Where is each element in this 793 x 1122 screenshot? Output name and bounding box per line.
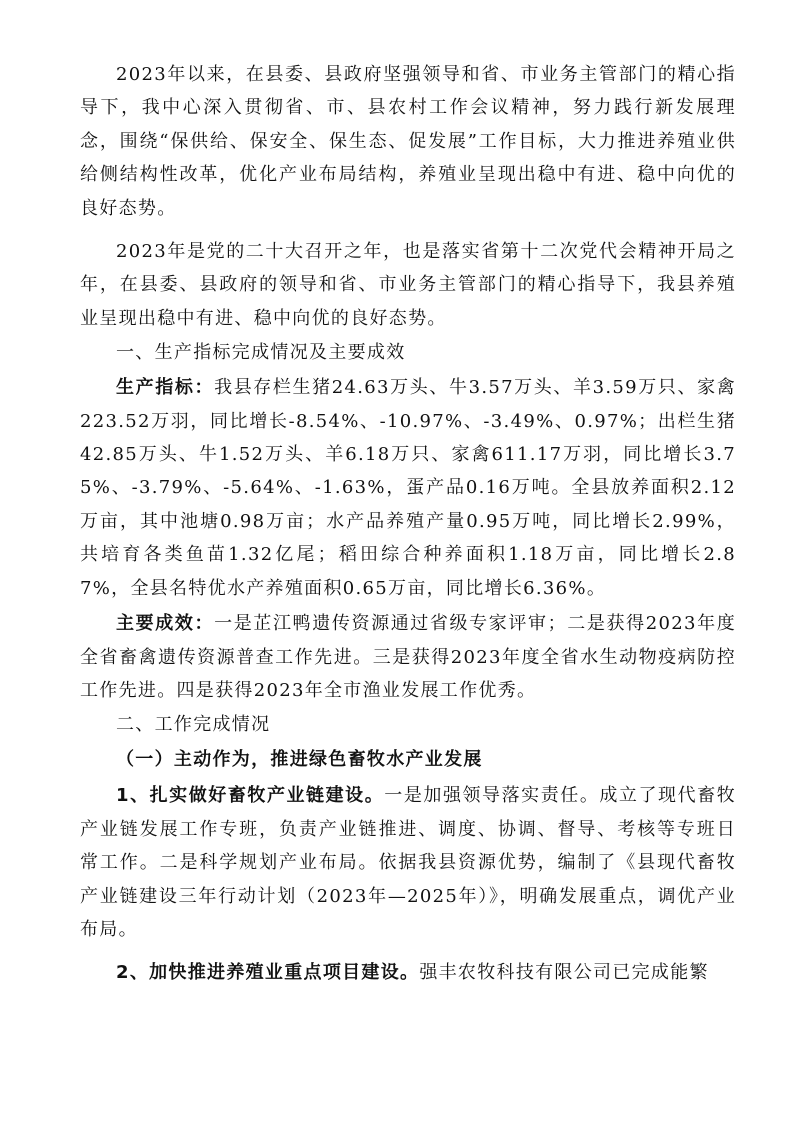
main-achievements-label: 主要成效： [116,613,215,635]
item-2-title: 2、加快推进养殖业重点项目建设。 [116,962,420,984]
section-1-heading: 一、生产指标完成情况及主要成效 [116,342,406,364]
document-page [80,58,736,990]
item-1-paragraph [80,779,736,946]
item-1-title: 1、扎实做好畜牧产业链建设。 [116,785,385,807]
subsection-1-heading: （一）主动作为，推进绿色畜牧水产业发展 [116,749,483,771]
production-indicators-paragraph [80,371,736,605]
year-2023-paragraph: 2023年是党的二十大召开之年，也是落实省第十二次党代会精神开局之年，在县委、县政府的领导和省、市业务主管部门的精心指导下，我县养殖业呈现出稳中有进、稳中向优的良好态势。 [80,241,736,329]
main-achievements-text: 一是芷江鸭遗传资源通过省级专家评审；二是获得2023年度全省畜禽遗传资源普查工作先进。三是获得2023年度全省水生动物疫病防控工作先进。四是获得2023年全市渔业发展工作优秀。 [80,613,736,701]
production-indicators-text: 我县存栏生猪24.63万头、牛3.57万头、羊3.59万只、家禽223.52万羽，同比增长-8.54%、-10.97%、-3.49%、0.97%；出栏生猪42.85万头、牛1.52万头、羊6.18万只、家禽611.17万羽，同比增长3.75%、-3.79%、-5.64%、-1.63%，蛋产品0.16万吨。全县放养面积2.12万亩，其中池塘0.98万亩；水产品养殖产量0.95万吨，同比增长2.99%，共培育各类鱼苗1.32亿尾；稻田综合种养面积1.18万亩，同比增长2.87%，全县名特优水产养殖面积0.65万亩，同比增长6.36%。 [80,377,736,599]
item-2-text: 强丰农牧科技有限公司已完成能繁 [419,962,709,984]
item-1-text: 一是加强领导落实责任。成立了现代畜牧产业链发展工作专班，负责产业链推进、调度、协调、督导、考核等专班日常工作。二是科学规划产业布局。依据我县资源优势，编制了《县现代畜牧产业链建设三年行动计划（2023年—2025年）》，明确发展重点，调优产业布局。 [80,785,736,940]
item-2-paragraph [80,956,736,989]
production-indicators-label: 生产指标： [116,377,215,399]
main-achievements-paragraph [80,607,736,707]
intro-paragraph: 2023年以来，在县委、县政府坚强领导和省、市业务主管部门的精心指导下，我中心深入贯彻省、市、县农村工作会议精神，努力践行新发展理念，围绕“保供给、保安全、保生态、促发展”工作目标，大力推进养殖业供给侧结构性改革，优化产业布局结构，养殖业呈现出稳中有进、稳中向优的良好态势。 [80,64,736,219]
section-2-heading: 二、工作完成情况 [116,714,271,736]
